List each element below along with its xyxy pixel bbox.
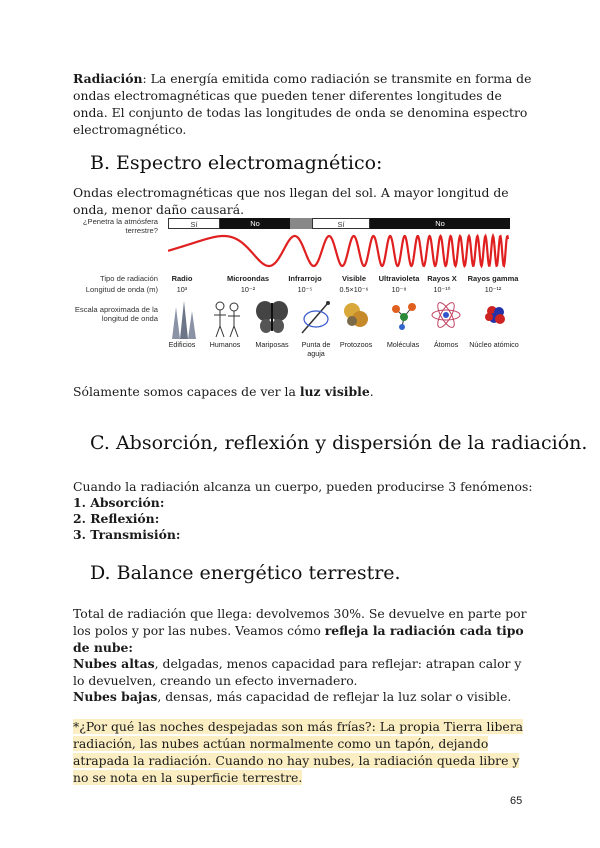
p1-text: Total de radiación que llega: devolvemos 30%. Se devuelve en parte por los polos y por las nubes. Veamos cómo (73, 606, 527, 638)
after-bold: luz visible (299, 384, 370, 399)
wave-radio: 10³ (176, 285, 188, 294)
wave-rayos-x: 10⁻¹⁰ (433, 285, 451, 294)
section-b-heading: B. Espectro electromagnético: (90, 152, 383, 174)
wave-infrarrojo: 10⁻⁵ (297, 285, 313, 294)
nubes-altas-term: Nubes altas (73, 656, 155, 671)
atom-icon (430, 299, 462, 331)
butterfly-icon (255, 299, 289, 335)
section-d-heading: D. Balance energético terrestre. (90, 562, 401, 584)
type-microondas: Microondas (226, 274, 270, 283)
nubes-altas-text: , delgadas, menos capacidad para reflejar: atrapan calor y lo devuelven, creando un efecto invernadero. (73, 656, 522, 688)
type-rayos-gamma: Rayos gamma (467, 274, 519, 283)
note-highlight: *¿Por qué las noches despejadas son más frías?: La propia Tierra libera radiación, las nubes actúan normalmente como un tapón, dejando atrapada la radiación. Cuando no hay nubes, la radiación queda libre y no se nota en la superficie terrestre. (73, 719, 524, 785)
page-number: 65 (510, 795, 523, 807)
nubes-bajas (73, 688, 533, 705)
section-b-after (73, 383, 533, 400)
wave-visible: 0.5×10⁻⁶ (339, 285, 369, 294)
scale-moleculas: Moléculas (386, 340, 420, 349)
scale-humanos: Humanos (209, 340, 241, 349)
scale-edificios: Edificios (168, 340, 196, 349)
bar-grey (290, 218, 312, 229)
radiacion-text: : La energía emitida como radiación se transmite en forma de ondas electromagnéticas que pueden tener diferentes longitudes de onda. El conjunto de todas las longitudes de onda se denomina espectro electromagnético. (73, 71, 532, 137)
wave-graphic (168, 231, 510, 271)
after-text: Sólamente somos capaces de ver la (73, 384, 300, 399)
bar-si-1: Sí (168, 218, 220, 229)
section-d-p1 (73, 605, 533, 656)
wave-ultravioleta: 10⁻⁸ (391, 285, 407, 294)
nubes-bajas-text: , densas, más capacidad de reflejar la luz solar o visible. (157, 689, 512, 704)
scale-nucleo-atomico: Núcleo atómico (469, 340, 519, 349)
radiacion-paragraph (73, 70, 533, 138)
spectrum-figure (70, 213, 520, 373)
scale-mariposas: Mariposas (255, 340, 289, 349)
item-transmision: 3. Transmisión: (73, 527, 181, 542)
type-rayos-x: Rayos X (427, 274, 457, 283)
bar-no-1: No (220, 218, 290, 229)
bar-no-2: No (370, 218, 510, 229)
row-label-atmosphere: ¿Penetra la atmósfera terrestre? (82, 217, 158, 235)
wave-rayos-gamma: 10⁻¹² (484, 285, 502, 294)
section-c-heading: C. Absorción, reflexión y dispersión de la radiación. (90, 432, 588, 454)
radiacion-term: Radiación (73, 71, 143, 86)
type-infrarrojo: Infrarrojo (288, 274, 322, 283)
wave-microondas: 10⁻² (240, 285, 256, 294)
note-paragraph (73, 718, 533, 786)
nubes-altas (73, 655, 533, 689)
buildings-icon (168, 299, 198, 339)
protozoa-icon (340, 299, 372, 331)
type-ultravioleta: Ultravioleta (378, 274, 420, 283)
item-absorcion: 1. Absorción: (73, 495, 165, 510)
list-item (73, 510, 533, 527)
nubes-bajas-term: Nubes bajas (73, 689, 158, 704)
humans-icon (210, 299, 244, 339)
needle-icon (298, 299, 334, 335)
list-item (73, 494, 533, 511)
after-post: . (369, 384, 374, 399)
molecule-icon (388, 299, 418, 331)
section-c-intro: Cuando la radiación alcanza un cuerpo, pueden producirse 3 fenómenos: (73, 479, 533, 494)
p1-bold: refleja la radiación cada tipo de nube: (73, 623, 524, 655)
row-label-type: Tipo de radiación (100, 274, 158, 283)
type-visible: Visible (341, 274, 367, 283)
section-b-intro: Ondas electromagnéticas que nos llegan del sol. A mayor longitud de onda, menor daño causará. (73, 185, 509, 217)
scale-protozoos: Protozoos (339, 340, 373, 349)
item-reflexion: 2. Reflexión: (73, 511, 160, 526)
type-radio: Radio (171, 274, 193, 283)
scale-atomos: Átomos (433, 340, 459, 349)
row-label-scale: Escala aproximada de la longitud de onda (74, 305, 158, 323)
scale-punta-de-aguja: Punta de aguja (301, 340, 331, 358)
row-label-wavelength: Longitud de onda (m) (85, 285, 158, 294)
nucleus-icon (480, 299, 510, 331)
list-item (73, 526, 533, 543)
bar-si-2: Sí (312, 218, 370, 229)
